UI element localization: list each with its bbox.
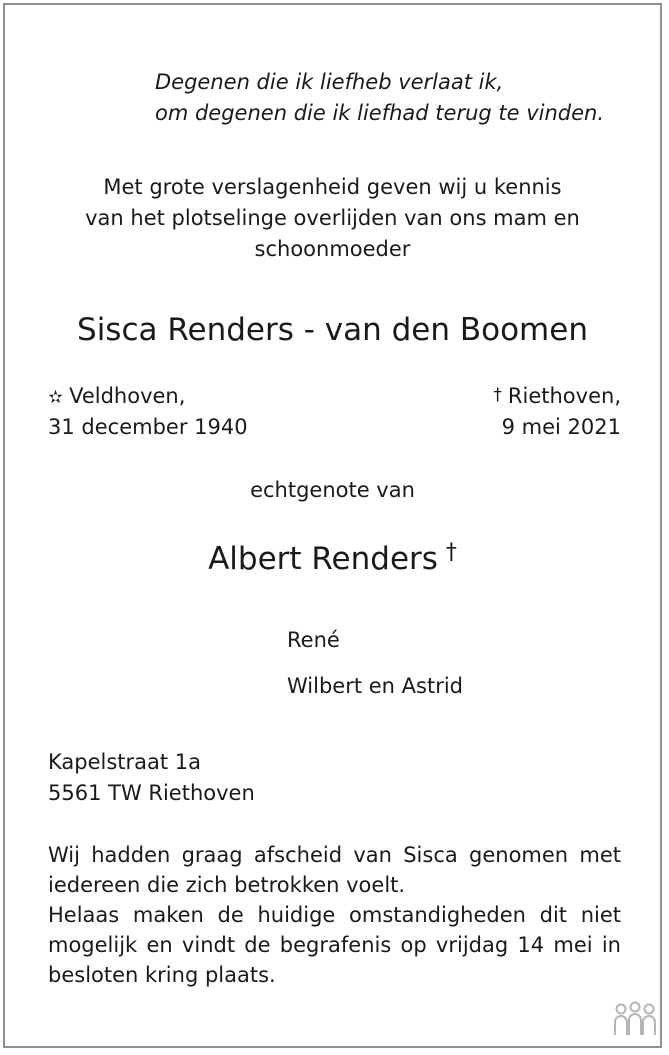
death-date: 9 mei 2021 — [501, 415, 621, 439]
message-line: iedereen die zich betrokken voelt. — [48, 873, 406, 897]
cross-icon: † — [445, 540, 457, 565]
address-city: 5561 TW Riethoven — [48, 781, 255, 805]
birth-date: 31 december 1940 — [48, 415, 248, 439]
poem-line-2: om degenen die ik liefhad terug te vinden. — [155, 101, 605, 125]
message-line: Wij hadden graag afscheid van Sisca genomen met — [48, 843, 621, 867]
family-member-1: René — [287, 628, 340, 652]
spouse-name-line — [0, 540, 665, 577]
death-place — [300, 384, 621, 408]
announcement-line-1: Met grote verslagenheid geven wij u kennis — [103, 175, 562, 199]
message-line: mogelijk en vindt de begrafenis op vrijdag 14 mei in — [48, 933, 621, 957]
message-line: besloten kring plaats. — [48, 963, 276, 987]
poem-line-1: Degenen die ik liefheb verlaat ik, — [155, 70, 504, 94]
spouse-intro: echtgenote van — [250, 478, 415, 502]
birth-place — [48, 384, 185, 408]
death-place-text: Riethoven, — [507, 384, 621, 408]
message-line: Helaas maken de huidige omstandigheden dit niet — [48, 903, 621, 927]
address-street: Kapelstraat 1a — [48, 750, 202, 774]
message-paragraph — [48, 840, 621, 990]
deceased-name: Sisca Renders - van den Boomen — [77, 312, 588, 348]
spouse-name: Albert Renders — [208, 541, 438, 577]
cross-icon: † — [493, 385, 502, 405]
birth-place-text: Veldhoven, — [69, 384, 186, 408]
family-member-2: Wilbert en Astrid — [287, 674, 464, 698]
announcement-line-3: schoonmoeder — [254, 237, 411, 261]
star-icon: ✫ — [48, 387, 64, 408]
people-group-icon — [612, 1000, 658, 1038]
announcement-line-2: van het plotselinge overlijden van ons mam en — [85, 206, 580, 230]
